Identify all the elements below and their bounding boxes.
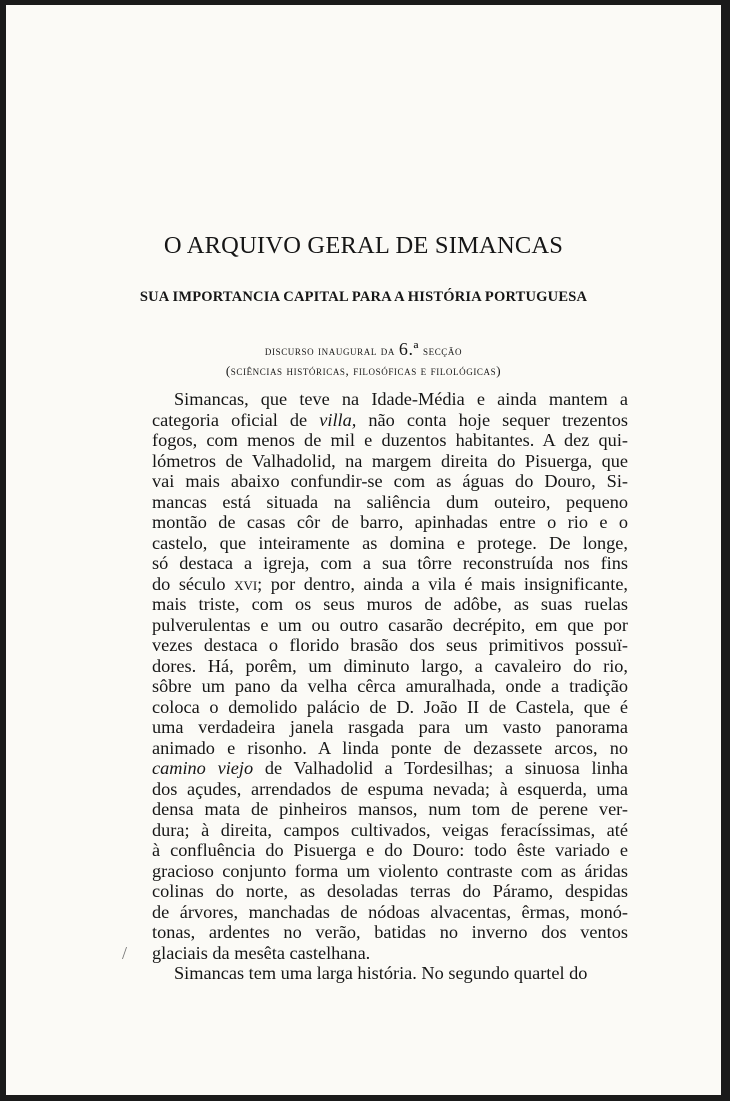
text-line: lómetros de Valhadolid, na margem direita do Pisuerga, que	[152, 450, 628, 471]
paragraph-1	[152, 389, 628, 963]
text-line: Simancas, que teve na Idade-Média e ainda mantem a	[174, 389, 628, 409]
text-line: castelo, que inteiramente as domina e protege. De longe,	[152, 532, 628, 553]
text-line: categoria oficial de villa, não conta hoje sequer trezentos	[152, 409, 628, 430]
text-line: tonas, ardentes no verão, batidas no inverno dos ventos	[152, 922, 628, 942]
text-line: de árvores, manchadas de nódoas alvacentas, êrmas, monó-	[152, 901, 628, 922]
text-line: glaciais da mesêta castelhana.	[152, 942, 371, 963]
text-line: dores. Há, porêm, um diminuto largo, a cavaleiro do rio,	[152, 655, 628, 676]
text-line: gracioso conjunto forma um violento contraste com as áridas	[152, 860, 628, 881]
text-line: coloca o demolido palácio de D. João II de Castela, que é	[152, 696, 628, 717]
text-line: camino viejo de Valhadolid a Tordesilhas; a sinuosa linha	[152, 758, 629, 778]
discourse-heading	[6, 339, 721, 381]
text-line: dura; à direita, campos cultivados, veigas feracíssimas, até	[152, 819, 628, 840]
text-line: vezes destaca o florido brasão dos seus primitivos possuï-	[152, 635, 628, 655]
paragraph-2	[152, 963, 628, 984]
text-line: mais triste, com os seus muros de adôbe, as suas ruelas	[152, 594, 628, 614]
text-line: só destaca a igreja, com a sua tôrre reconstruída nos fins	[152, 553, 628, 573]
text-line: animado e risonho. A linda ponte de dezassete arcos, no	[152, 737, 628, 758]
text-line: vai mais abaixo confundir-se com as águas do Douro, Si-	[152, 471, 628, 491]
body-text	[152, 389, 628, 984]
italic-text: villa,	[319, 409, 357, 430]
text-line: fogos, com menos de mil e duzentos habitantes. A dez qui-	[152, 430, 628, 450]
discourse-suffix: secção	[419, 343, 463, 358]
text-line: uma verdadeira janela rasgada para um vasto panorama	[152, 717, 628, 737]
text-line: sôbre um pano da velha cêrca amuralhada, onde a tradição	[152, 676, 628, 696]
text-line: mancas está situada na saliência dum outeiro, pequeno	[152, 491, 628, 512]
page-title: O ARQUIVO GERAL DE SIMANCAS	[163, 232, 564, 259]
page-subtitle: SUA IMPORTANCIA CAPITAL PARA A HISTÓRIA PORTUGUESA	[139, 289, 588, 305]
text-line: à confluência do Pisuerga e do Douro: todo êste variado e	[152, 840, 628, 860]
smallcaps-text: xvi	[234, 573, 258, 594]
text-line: dos açudes, arrendados de espuma nevada; à esquerda, uma	[152, 778, 628, 799]
text-line: Simancas tem uma larga história. No segundo quartel do	[174, 963, 588, 983]
text-line: do século xvi; por dentro, ainda a vila é mais insignificante,	[152, 573, 628, 594]
discourse-line-1	[6, 339, 721, 361]
discourse-line-2: (sciências históricas, filosóficas e filológicas)	[225, 363, 502, 378]
discourse-prefix: discurso inaugural da	[264, 343, 399, 358]
text-line: pulverulentas e um ou outro casarão decrépito, em que por	[152, 614, 628, 635]
page	[6, 5, 721, 1095]
italic-text: camino viejo	[152, 758, 254, 778]
margin-mark: /	[122, 943, 128, 963]
text-line: montão de casas côr de barro, apinhadas entre o rio e o	[152, 512, 628, 532]
text-line: colinas do norte, as desoladas terras do Páramo, despidas	[152, 881, 628, 901]
section-number: 6.ª	[398, 339, 420, 359]
text-line: densa mata de pinheiros mansos, num tom de perene ver-	[152, 799, 628, 819]
